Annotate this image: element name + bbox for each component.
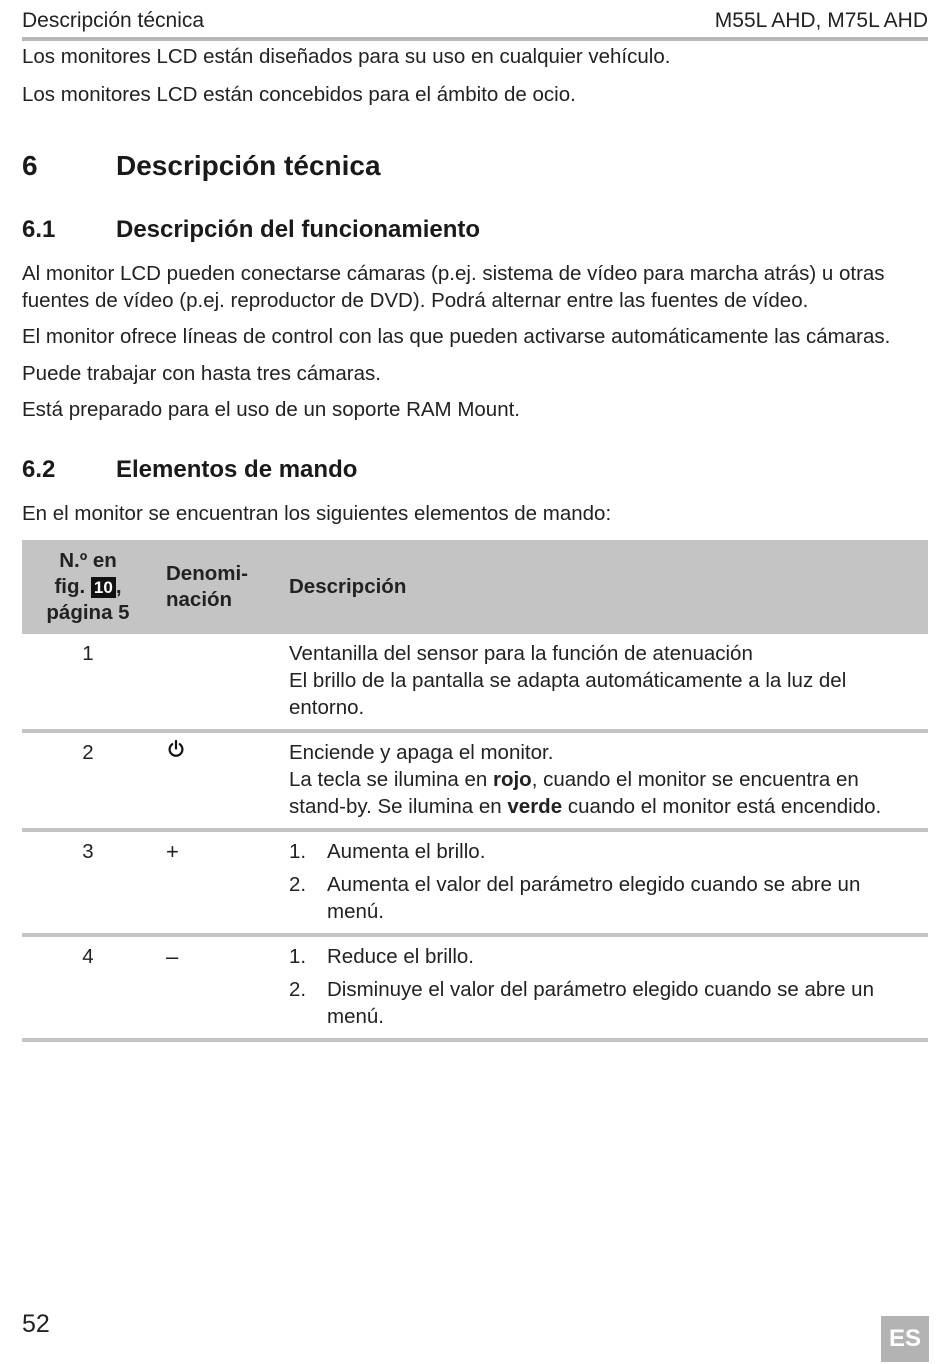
controls-table	[22, 540, 928, 1042]
green-label: verde	[507, 795, 563, 818]
table-row	[22, 634, 928, 731]
list-item: 2. Disminuye el valor del parámetro elegido cuando se abre un menú.	[289, 978, 874, 1028]
row-name	[154, 731, 279, 830]
list-item: 2. Aumenta el valor del parámetro elegido cuando se abre un menú.	[289, 873, 861, 923]
subsection-heading	[22, 216, 480, 244]
body-paragraph: En el monitor se encuentran los siguientes elementos de mando:	[22, 502, 612, 525]
column-header-description: Descripción	[279, 540, 928, 634]
plus-icon: +	[154, 830, 279, 935]
header-model-names: M55L AHD, M75L AHD	[714, 9, 928, 32]
power-icon	[166, 739, 186, 759]
body-paragraph: Está preparado para el uso de un soporte RAM Mount.	[22, 398, 520, 421]
column-header-name: Denomi- nación	[154, 540, 279, 634]
list-item: 1. Reduce el brillo.	[289, 945, 474, 968]
section-heading	[22, 150, 381, 182]
row-description	[279, 830, 928, 935]
list-item: 1. Aumenta el brillo.	[289, 840, 486, 863]
page-number: 52	[22, 1310, 50, 1338]
row-name	[154, 634, 279, 731]
subsection-number: 6.2	[22, 456, 56, 483]
table-row	[22, 731, 928, 830]
row-description	[279, 935, 928, 1040]
row-description: Ventanilla del sensor para la función de atenuación El brillo de la pantalla se adapta automáticamente a la luz del entorno.	[279, 634, 928, 731]
table-row	[22, 830, 928, 935]
table-header-row	[22, 540, 928, 634]
header-rule	[22, 37, 928, 41]
row-number: 4	[22, 935, 154, 1040]
section-number: 6	[22, 150, 38, 181]
row-number: 1	[22, 634, 154, 731]
row-description: Enciende y apaga el monitor. La tecla se ilumina en rojo, cuando el monitor se encuentra en stand-by. Se ilumina en verde cuando el monitor está encendido.	[279, 731, 928, 830]
red-label: rojo	[492, 768, 532, 791]
intro-paragraph: Los monitores LCD están concebidos para el ámbito de ocio.	[22, 83, 576, 106]
header-section-title: Descripción técnica	[22, 9, 205, 32]
subsection-title: Elementos de mando	[116, 456, 358, 483]
table-row	[22, 935, 928, 1040]
subsection-number: 6.1	[22, 216, 56, 243]
row-number: 2	[22, 731, 154, 830]
body-paragraph: Puede trabajar con hasta tres cámaras.	[22, 362, 381, 385]
subsection-title: Descripción del funcionamiento	[116, 216, 481, 243]
row-number: 3	[22, 830, 154, 935]
subsection-heading	[22, 456, 357, 484]
body-paragraph: Al monitor LCD pueden conectarse cámaras (p.ej. sistema de vídeo para marcha atrás) u otras fuentes de vídeo (p.ej. reproductor de DVD). Podrá alternar entre las fuentes de vídeo.	[22, 262, 885, 312]
minus-icon: –	[154, 935, 279, 1040]
section-title: Descripción técnica	[116, 150, 381, 181]
intro-paragraph: Los monitores LCD están diseñados para su uso en cualquier vehículo.	[22, 45, 671, 68]
language-badge: ES	[881, 1316, 929, 1362]
running-header	[22, 6, 928, 36]
figure-reference: 10	[91, 577, 116, 598]
column-header-number: N.º en fig. 10 , página 5	[22, 540, 154, 634]
body-paragraph: El monitor ofrece líneas de control con las que pueden activarse automáticamente las cámaras.	[22, 325, 891, 348]
